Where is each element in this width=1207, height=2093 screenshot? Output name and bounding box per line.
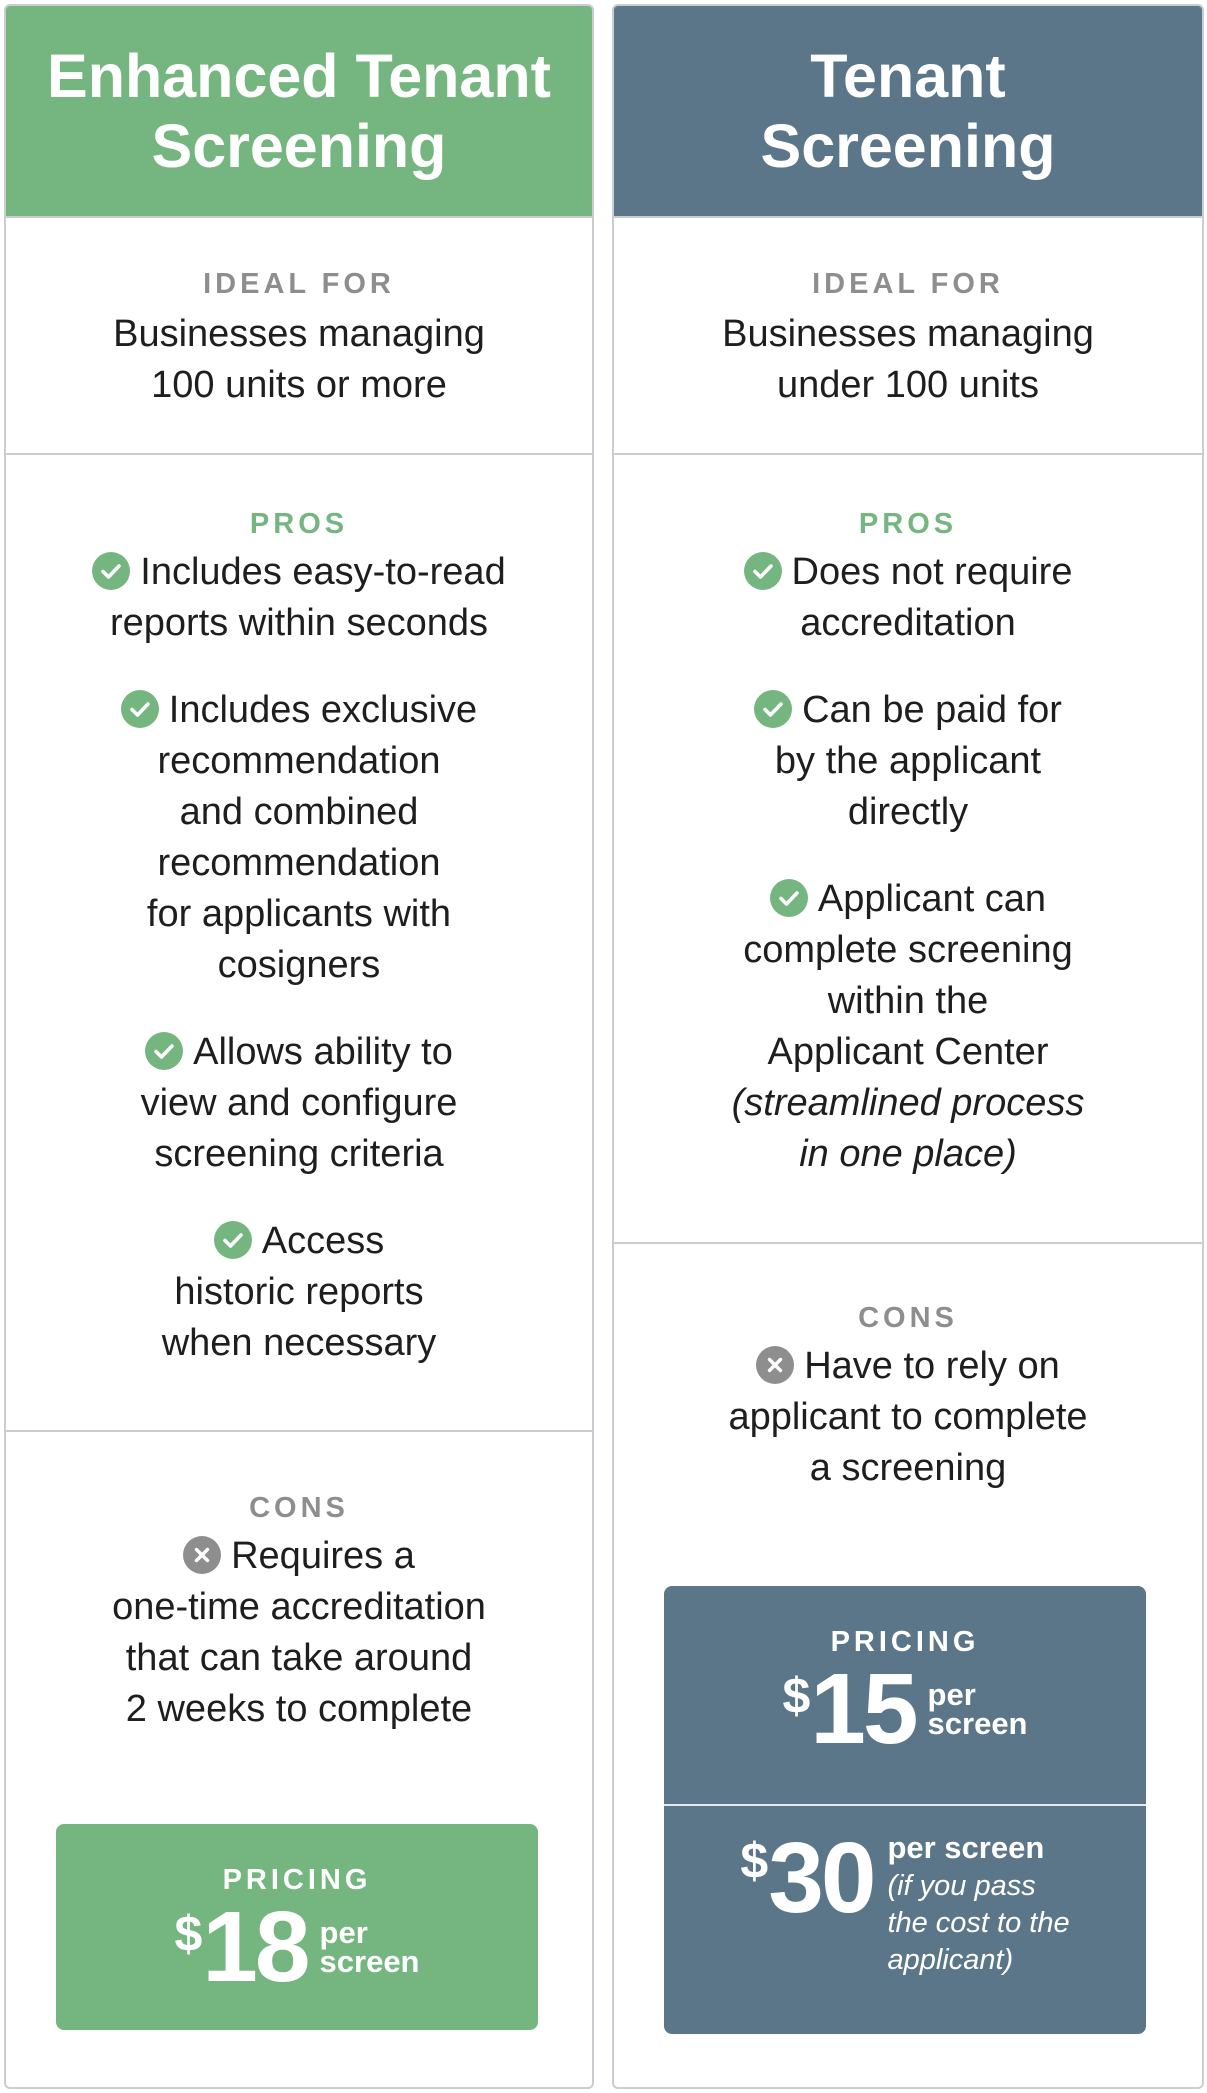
currency-symbol: $	[740, 1833, 769, 1889]
price-amount: 18	[202, 1891, 308, 2003]
item-text-line: 2 weeks to complete	[125, 1688, 473, 1730]
pro-item	[6, 1216, 592, 1369]
enhanced-screening-card	[4, 4, 594, 2089]
check-circle-icon	[744, 552, 782, 590]
item-first-line	[6, 547, 592, 598]
ideal-for-text	[6, 309, 592, 411]
price-unit	[319, 1915, 420, 1979]
item-text-line: historic reports	[174, 1271, 424, 1313]
item-text-line: that can take around	[125, 1637, 473, 1679]
item-text-line: a screening	[809, 1447, 1007, 1489]
cons-list	[6, 1531, 592, 1735]
currency-symbol: $	[782, 1668, 811, 1724]
item-first-line	[614, 685, 1202, 736]
pricing-label: PRICING	[830, 1626, 980, 1658]
item-text-line: when necessary	[161, 1322, 437, 1364]
cons-list	[614, 1341, 1202, 1494]
ideal-for-text	[614, 309, 1202, 411]
alt-price-note: applicant)	[887, 1944, 1014, 1976]
price-amount: 15	[810, 1653, 916, 1765]
item-text-line: one-time accreditation	[112, 1586, 486, 1628]
price-unit-line: per	[927, 1677, 976, 1712]
ideal-line: under 100 units	[777, 364, 1039, 406]
item-text-line: directly	[847, 791, 969, 833]
item-first-line	[614, 547, 1202, 598]
pros-list	[614, 547, 1202, 1180]
item-first-line	[6, 1531, 592, 1582]
divider	[6, 1430, 592, 1432]
pros-section	[614, 508, 1202, 1180]
alt-price-note: the cost to the	[887, 1907, 1070, 1939]
item-first-line	[6, 685, 592, 736]
pricing-divider	[664, 1804, 1146, 1806]
divider	[6, 453, 592, 455]
alt-price	[664, 1822, 1146, 1979]
pricing-box	[664, 1586, 1146, 2034]
con-item	[6, 1531, 592, 1735]
pro-item	[6, 547, 592, 649]
check-circle-icon	[214, 1221, 252, 1259]
check-circle-icon	[145, 1032, 183, 1070]
pro-item	[614, 874, 1202, 1180]
item-note-line: in one place)	[799, 1133, 1017, 1175]
cons-section	[614, 1302, 1202, 1494]
item-text-line: reports within seconds	[109, 602, 489, 644]
pros-label: PROS	[858, 508, 958, 540]
pricing-box	[56, 1824, 538, 2030]
pricing-label: PRICING	[222, 1864, 372, 1896]
cons-label: CONS	[249, 1492, 349, 1524]
cons-label: CONS	[858, 1302, 958, 1334]
item-text-line: accreditation	[800, 602, 1016, 644]
pro-item	[6, 1027, 592, 1180]
cons-section	[6, 1492, 592, 1735]
price	[664, 1653, 1146, 1765]
item-text-line: Applicant Center	[767, 1031, 1049, 1073]
con-item	[614, 1341, 1202, 1494]
item-text: Requires a	[231, 1535, 415, 1577]
item-text: Includes exclusive	[168, 689, 478, 731]
check-circle-icon	[754, 690, 792, 728]
divider	[614, 1242, 1202, 1244]
alt-price-unit-label: per screen	[887, 1830, 1045, 1865]
item-text-line: cosigners	[217, 944, 381, 986]
alt-price-unit	[887, 1828, 1069, 1979]
pros-label: PROS	[249, 508, 349, 540]
item-text: Can be paid for	[802, 689, 1062, 731]
item-note-line: (streamlined process	[731, 1082, 1085, 1124]
item-text-line: view and configure	[140, 1082, 458, 1124]
check-circle-icon	[121, 690, 159, 728]
ideal-line: Businesses managing	[722, 313, 1094, 355]
card-header	[614, 6, 1202, 218]
item-text: Does not require	[791, 551, 1073, 593]
pros-list	[6, 547, 592, 1369]
item-text-line: recommendation	[157, 740, 441, 782]
item-first-line	[614, 1341, 1202, 1392]
x-circle-icon	[756, 1346, 794, 1384]
item-text: Includes easy-to-read	[140, 551, 506, 593]
item-text-line: screening criteria	[154, 1133, 444, 1175]
card-title: Enhanced Tenant Screening	[47, 42, 551, 180]
divider	[614, 453, 1202, 455]
pros-section	[6, 508, 592, 1369]
item-text: Applicant can	[817, 878, 1047, 920]
ideal-line: Businesses managing	[113, 313, 485, 355]
currency-symbol: $	[174, 1906, 203, 1962]
item-first-line	[6, 1216, 592, 1267]
item-text-line: within the	[827, 980, 989, 1022]
price-unit-line: per	[319, 1915, 368, 1950]
item-text-line: complete screening	[743, 929, 1073, 971]
pro-item	[614, 685, 1202, 838]
ideal-for-section	[6, 268, 592, 411]
pro-item	[614, 547, 1202, 649]
item-text-line: and combined	[179, 791, 419, 833]
ideal-for-label: IDEAL FOR	[203, 268, 395, 300]
alt-price-amount: 30	[768, 1822, 874, 1934]
item-text: Allows ability to	[193, 1031, 453, 1073]
item-text-line: recommendation	[157, 842, 441, 884]
item-text-line: by the applicant	[774, 740, 1042, 782]
price-unit	[927, 1677, 1028, 1741]
x-circle-icon	[183, 1536, 221, 1574]
check-circle-icon	[770, 879, 808, 917]
item-first-line	[614, 874, 1202, 925]
ideal-for-label: IDEAL FOR	[812, 268, 1004, 300]
item-text-line: for applicants with	[146, 893, 452, 935]
price	[56, 1891, 538, 2003]
price-unit-line: screen	[319, 1944, 420, 1979]
item-text: Access	[261, 1220, 385, 1262]
item-text-line: applicant to complete	[728, 1396, 1088, 1438]
card-header	[6, 6, 592, 218]
price-unit-line: screen	[927, 1706, 1028, 1741]
tenant-screening-card	[612, 4, 1204, 2089]
alt-price-note: (if you pass	[887, 1870, 1036, 1902]
check-circle-icon	[92, 552, 130, 590]
item-first-line	[6, 1027, 592, 1078]
pro-item	[6, 685, 592, 991]
ideal-line: 100 units or more	[151, 364, 447, 406]
item-text: Have to rely on	[804, 1345, 1060, 1387]
card-title: Tenant Screening	[760, 42, 1056, 180]
ideal-for-section	[614, 268, 1202, 411]
